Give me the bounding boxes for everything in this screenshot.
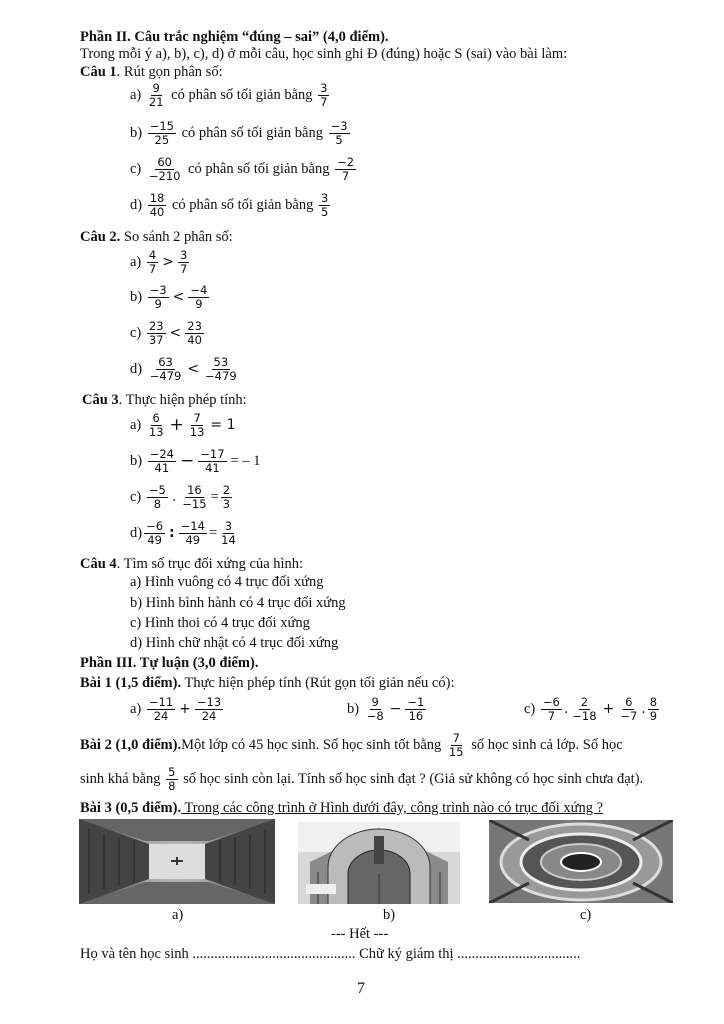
q4-item-c: c) Hình thoi có 4 trục đối xứng — [130, 615, 310, 631]
building-photo-c — [489, 820, 673, 903]
bai2-line1: Bài 2 (1,0 điểm).Một lớp có 45 học sinh. Số học sinh tốt bằng $\frac{7}{15}$ số học sinh cả lớp. Số học — [80, 731, 623, 759]
q1-item-a: a) $\frac{9}{21}$ có phân số tối giản bằng $\frac{3}{7}$ — [130, 81, 328, 109]
caption-a: a) — [172, 907, 184, 923]
q2-item-b: b) $\frac{-3}{9}$ < $\frac{-4}{9}$ — [130, 283, 208, 311]
q1-item-c: c) $\frac{60}{-210}$ có phân số tối giản bằng $\frac{-2}{7}$ — [130, 155, 355, 183]
q3-item-c: c) $\frac{-5}{8}$ . $\frac{16}{-15}$ = $\frac{2}{3}$ — [130, 483, 231, 511]
q2-heading: Câu 2. So sánh 2 phân số: — [80, 229, 233, 245]
bai3-heading: Bài 3 (0,5 điểm). Trong các công trình ở Hình dưới đây, công trình nào có trục đối xứng ? — [80, 800, 604, 816]
part3-title: Phần III. Tự luận (3,0 điểm). — [80, 655, 259, 671]
bai1-a: a) $\frac{-11}{24}$ + $\frac{-13}{24}$ — [130, 695, 222, 723]
q3-item-d: d) $\frac{-6}{49}$ : $\frac{-14}{49}$ = $\frac{3}{14}$ — [130, 519, 236, 547]
q3-item-b: b) $\frac{-24}{41}$ − $\frac{-17}{41}$ = – 1 — [130, 447, 261, 475]
q4-heading: Câu 4. Tìm số trục đối xứng của hình: — [80, 556, 304, 572]
q1-heading: Câu 1. Rút gọn phân số: — [80, 64, 223, 80]
q4-item-a: a) Hình vuông có 4 trục đối xứng — [130, 574, 324, 590]
page-number: 7 — [357, 980, 365, 997]
building-photo-a — [79, 819, 275, 904]
q4-item-d: d) Hình chữ nhật có 4 trục đối xứng — [130, 635, 339, 651]
signature-line: Họ và tên học sinh ............................................. Chữ ký giám thị .................................. — [80, 946, 581, 962]
caption-b: b) — [383, 907, 396, 923]
q4-item-b: b) Hình bình hành có 4 trục đối xứng — [130, 595, 346, 611]
bai1-b: b) $\frac{9}{-8}$ − $\frac{-1}{16}$ — [347, 695, 425, 723]
q3-heading: Câu 3. Thực hiện phép tính: — [82, 392, 247, 408]
q2-item-a: a) $\frac{4}{7}$ > $\frac{3}{7}$ — [130, 248, 188, 276]
q1-item-b: b) $\frac{-15}{25}$ có phân số tối giản bằng $\frac{-3}{5}$ — [130, 119, 348, 147]
q3-item-a: a) $\frac{6}{13}$ + $\frac{7}{13}$ = 1 — [130, 411, 236, 439]
part2-instruction: Trong mỗi ý a), b), c), d) ở mỗi câu, học sinh ghi Đ (đúng) hoặc S (sai) vào bài làm: — [80, 46, 568, 62]
q2-item-c: c) $\frac{23}{37}$ < $\frac{23}{40}$ — [130, 319, 202, 347]
bai2-line2: sinh khá bằng $\frac{5}{8}$ số học sinh còn lại. Tính số học sinh đạt ? (Giả sử không có học sinh chưa đạt). — [80, 765, 644, 793]
part2-title: Phần II. Câu trắc nghiệm “đúng – sai” (4,0 điểm). — [80, 29, 389, 45]
end-marker: --- Hết --- — [331, 926, 389, 942]
bai1-heading: Bài 1 (1,5 điểm). Thực hiện phép tính (Rút gọn tối giản nếu có): — [80, 675, 455, 691]
q1-item-d: d) $\frac{18}{40}$ có phân số tối giản bằng $\frac{3}{5}$ — [130, 191, 329, 219]
q2-item-d: d) $\frac{63}{-479}$ < $\frac{53}{-479}$ — [130, 355, 237, 383]
caption-c: c) — [580, 907, 592, 923]
building-photo-b — [298, 822, 460, 904]
bai1-c: c) $\frac{-6}{7}$ . $\frac{2}{-18}$ + $\frac{6}{-7}$ . $\frac{8}{9}$ — [524, 695, 658, 723]
